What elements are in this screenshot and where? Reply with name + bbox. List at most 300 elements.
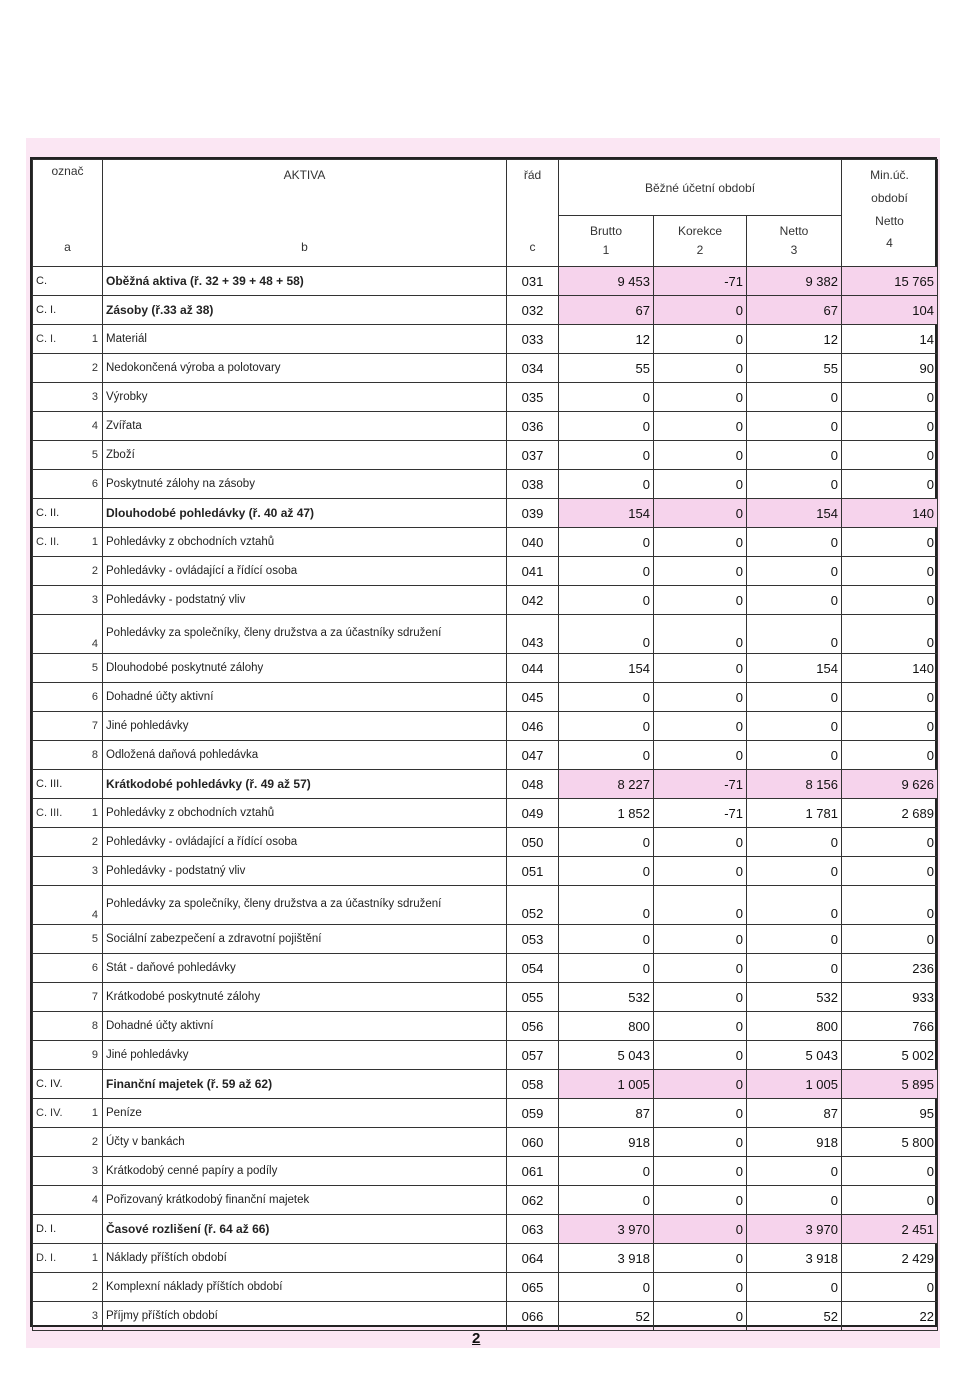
row-line-number: 038 <box>507 470 559 499</box>
row-brutto-value: 918 <box>559 1128 654 1157</box>
row-prev-netto-value: 0 <box>842 925 938 954</box>
row-prev-netto-value: 0 <box>842 383 938 412</box>
row-netto-value: 0 <box>747 470 842 499</box>
table-row <box>33 354 938 383</box>
row-korekce-value: 0 <box>654 828 747 857</box>
row-section-code: C. <box>33 267 73 296</box>
row-item-number: 8 <box>73 1012 103 1041</box>
row-section-code <box>33 983 73 1012</box>
row-label: Krátkodobé poskytnuté zálohy <box>103 983 507 1012</box>
korekce-label: Korekce <box>677 223 723 238</box>
row-prev-netto-value: 0 <box>842 712 938 741</box>
row-line-number: 031 <box>507 267 559 296</box>
table-row <box>33 1244 938 1273</box>
row-label: Dohadné účty aktivní <box>103 683 507 712</box>
row-korekce-value: 0 <box>654 1012 747 1041</box>
row-line-number: 039 <box>507 499 559 528</box>
table-row <box>33 1128 938 1157</box>
row-korekce-value: 0 <box>654 586 747 615</box>
row-netto-value: 0 <box>747 383 842 412</box>
row-line-number: 048 <box>507 770 559 799</box>
row-section-code <box>33 586 73 615</box>
row-prev-netto-value: 5 002 <box>842 1041 938 1070</box>
row-netto-value: 0 <box>747 683 842 712</box>
table-row <box>33 1070 938 1099</box>
row-item-number: 5 <box>73 441 103 470</box>
row-brutto-value: 0 <box>559 586 654 615</box>
row-brutto-value: 1 005 <box>559 1070 654 1099</box>
row-line-number: 040 <box>507 528 559 557</box>
row-prev-netto-value: 0 <box>842 586 938 615</box>
row-item-number: 4 <box>73 1186 103 1215</box>
row-section-code <box>33 1302 73 1331</box>
row-brutto-value: 154 <box>559 654 654 683</box>
table-row <box>33 412 938 441</box>
row-brutto-value: 0 <box>559 383 654 412</box>
row-brutto-value: 0 <box>559 1186 654 1215</box>
row-brutto-value: 0 <box>559 412 654 441</box>
table-row <box>33 886 938 925</box>
korekce-col-number: 2 <box>696 243 704 257</box>
row-netto-value: 0 <box>747 1157 842 1186</box>
row-brutto-value: 52 <box>559 1302 654 1331</box>
row-label: Pohledávky - ovládající a řídící osoba <box>103 557 507 586</box>
row-netto-value: 3 918 <box>747 1244 842 1273</box>
col-rad-letter: c <box>529 240 536 254</box>
row-label: Příjmy příštích období <box>103 1302 507 1331</box>
row-line-number: 047 <box>507 741 559 770</box>
row-item-number <box>73 267 103 296</box>
prev-netto-label: Netto <box>875 213 904 228</box>
row-netto-value: 52 <box>747 1302 842 1331</box>
row-prev-netto-value: 0 <box>842 1157 938 1186</box>
row-prev-netto-value: 0 <box>842 441 938 470</box>
table-row <box>33 470 938 499</box>
row-item-number: 3 <box>73 383 103 412</box>
row-netto-value: 67 <box>747 296 842 325</box>
row-korekce-value: 0 <box>654 1099 747 1128</box>
row-brutto-value: 0 <box>559 886 654 925</box>
row-netto-value: 55 <box>747 354 842 383</box>
row-netto-value: 0 <box>747 1273 842 1302</box>
table-row <box>33 654 938 683</box>
row-brutto-value: 0 <box>559 683 654 712</box>
row-line-number: 065 <box>507 1273 559 1302</box>
row-label: Dlouhodobé poskytnuté zálohy <box>103 654 507 683</box>
row-netto-value: 0 <box>747 586 842 615</box>
row-netto-value: 0 <box>747 615 842 654</box>
row-line-number: 062 <box>507 1186 559 1215</box>
table-row <box>33 1215 938 1244</box>
row-line-number: 053 <box>507 925 559 954</box>
row-korekce-value: 0 <box>654 1302 747 1331</box>
row-item-number: 8 <box>73 741 103 770</box>
row-item-number <box>73 770 103 799</box>
row-korekce-value: 0 <box>654 557 747 586</box>
row-prev-netto-value: 236 <box>842 954 938 983</box>
row-brutto-value: 154 <box>559 499 654 528</box>
row-line-number: 033 <box>507 325 559 354</box>
row-korekce-value: 0 <box>654 499 747 528</box>
row-prev-netto-value: 933 <box>842 983 938 1012</box>
row-prev-netto-value: 15 765 <box>842 267 938 296</box>
table-row <box>33 925 938 954</box>
row-label: Sociální zabezpečení a zdravotní pojištění <box>103 925 507 954</box>
row-prev-netto-value: 14 <box>842 325 938 354</box>
row-section-code: C. IV. <box>33 1099 73 1128</box>
netto-label: Netto <box>779 223 809 238</box>
row-brutto-value: 0 <box>559 712 654 741</box>
row-netto-value: 154 <box>747 499 842 528</box>
brutto-header <box>559 216 654 267</box>
row-line-number: 060 <box>507 1128 559 1157</box>
row-prev-netto-value: 0 <box>842 412 938 441</box>
row-brutto-value: 1 852 <box>559 799 654 828</box>
row-korekce-value: 0 <box>654 1128 747 1157</box>
table-row <box>33 586 938 615</box>
row-brutto-value: 67 <box>559 296 654 325</box>
row-line-number: 064 <box>507 1244 559 1273</box>
row-netto-value: 9 382 <box>747 267 842 296</box>
row-label: Materiál <box>103 325 507 354</box>
row-korekce-value: 0 <box>654 1215 747 1244</box>
row-label: Náklady příštích období <box>103 1244 507 1273</box>
row-line-number: 045 <box>507 683 559 712</box>
row-label: Pohledávky - podstatný vliv <box>103 857 507 886</box>
row-line-number: 056 <box>507 1012 559 1041</box>
row-brutto-value: 0 <box>559 925 654 954</box>
row-item-number: 2 <box>73 1128 103 1157</box>
row-brutto-value: 3 970 <box>559 1215 654 1244</box>
row-label: Peníze <box>103 1099 507 1128</box>
row-label: Dlouhodobé pohledávky (ř. 40 až 47) <box>103 499 507 528</box>
row-netto-value: 0 <box>747 954 842 983</box>
row-label: Pohledávky z obchodních vztahů <box>103 528 507 557</box>
row-korekce-value: 0 <box>654 528 747 557</box>
current-period-header: Běžné účetní období <box>559 160 842 216</box>
row-prev-netto-value: 2 429 <box>842 1244 938 1273</box>
row-label: Krátkodobý cenné papíry a podíly <box>103 1157 507 1186</box>
row-label: Jiné pohledávky <box>103 1041 507 1070</box>
row-prev-netto-value: 2 451 <box>842 1215 938 1244</box>
row-line-number: 042 <box>507 586 559 615</box>
row-brutto-value: 0 <box>559 1273 654 1302</box>
row-korekce-value: 0 <box>654 954 747 983</box>
row-netto-value: 0 <box>747 857 842 886</box>
row-korekce-value: 0 <box>654 712 747 741</box>
row-netto-value: 0 <box>747 741 842 770</box>
row-korekce-value: 0 <box>654 741 747 770</box>
row-prev-netto-value: 0 <box>842 828 938 857</box>
table-row <box>33 441 938 470</box>
row-brutto-value: 0 <box>559 828 654 857</box>
row-label: Zboží <box>103 441 507 470</box>
row-item-number: 3 <box>73 857 103 886</box>
row-netto-value: 12 <box>747 325 842 354</box>
row-line-number: 052 <box>507 886 559 925</box>
netto-header <box>747 216 842 267</box>
table-row <box>33 499 938 528</box>
row-label: Pohledávky - ovládající a řídící osoba <box>103 828 507 857</box>
row-brutto-value: 9 453 <box>559 267 654 296</box>
row-prev-netto-value: 9 626 <box>842 770 938 799</box>
row-korekce-value: 0 <box>654 470 747 499</box>
row-item-number: 1 <box>73 1099 103 1128</box>
row-item-number <box>73 1215 103 1244</box>
row-korekce-value: 0 <box>654 1157 747 1186</box>
row-line-number: 058 <box>507 1070 559 1099</box>
row-korekce-value: 0 <box>654 1186 747 1215</box>
row-item-number: 3 <box>73 1302 103 1331</box>
row-section-code <box>33 1186 73 1215</box>
row-netto-value: 154 <box>747 654 842 683</box>
row-netto-value: 0 <box>747 925 842 954</box>
row-korekce-value: 0 <box>654 383 747 412</box>
row-prev-netto-value: 90 <box>842 354 938 383</box>
row-netto-value: 532 <box>747 983 842 1012</box>
row-brutto-value: 0 <box>559 470 654 499</box>
row-label: Výrobky <box>103 383 507 412</box>
row-line-number: 032 <box>507 296 559 325</box>
row-label: Pořizovaný krátkodobý finanční majetek <box>103 1186 507 1215</box>
prev-col-number: 4 <box>886 236 893 251</box>
row-section-code <box>33 615 73 654</box>
row-brutto-value: 532 <box>559 983 654 1012</box>
row-section-code <box>33 925 73 954</box>
row-item-number: 1 <box>73 1244 103 1273</box>
row-line-number: 063 <box>507 1215 559 1244</box>
row-label: Nedokončená výroba a polotovary <box>103 354 507 383</box>
row-item-number: 6 <box>73 954 103 983</box>
row-prev-netto-value: 0 <box>842 1273 938 1302</box>
col-rad-header <box>507 160 559 267</box>
row-section-code: C. I. <box>33 325 73 354</box>
table-row <box>33 1302 938 1331</box>
table-row <box>33 1041 938 1070</box>
row-korekce-value: 0 <box>654 983 747 1012</box>
row-line-number: 044 <box>507 654 559 683</box>
row-brutto-value: 800 <box>559 1012 654 1041</box>
col-oznac-label: označ <box>51 164 84 178</box>
row-label: Oběžná aktiva (ř. 32 + 39 + 48 + 58) <box>103 267 507 296</box>
row-label: Pohledávky za společníky, členy družstva a za účastníky sdružení <box>103 615 507 654</box>
row-brutto-value: 0 <box>559 954 654 983</box>
row-line-number: 043 <box>507 615 559 654</box>
row-netto-value: 8 156 <box>747 770 842 799</box>
row-section-code <box>33 470 73 499</box>
row-prev-netto-value: 95 <box>842 1099 938 1128</box>
row-korekce-value: 0 <box>654 354 747 383</box>
row-label: Časové rozlišení (ř. 64 až 66) <box>103 1215 507 1244</box>
row-netto-value: 0 <box>747 412 842 441</box>
row-netto-value: 5 043 <box>747 1041 842 1070</box>
table-row <box>33 615 938 654</box>
table-row <box>33 1157 938 1186</box>
table-row <box>33 325 938 354</box>
table-row <box>33 528 938 557</box>
row-line-number: 061 <box>507 1157 559 1186</box>
row-korekce-value: -71 <box>654 267 747 296</box>
row-item-number: 1 <box>73 528 103 557</box>
table-row <box>33 383 938 412</box>
row-korekce-value: 0 <box>654 325 747 354</box>
row-netto-value: 87 <box>747 1099 842 1128</box>
row-section-code <box>33 1012 73 1041</box>
row-korekce-value: 0 <box>654 412 747 441</box>
row-item-number: 9 <box>73 1041 103 1070</box>
row-line-number: 066 <box>507 1302 559 1331</box>
row-section-code <box>33 441 73 470</box>
row-item-number: 3 <box>73 586 103 615</box>
row-korekce-value: 0 <box>654 683 747 712</box>
row-label: Finanční majetek (ř. 59 až 62) <box>103 1070 507 1099</box>
row-item-number: 1 <box>73 799 103 828</box>
row-section-code <box>33 741 73 770</box>
row-section-code <box>33 1041 73 1070</box>
page-number: 2 <box>472 1330 481 1347</box>
row-item-number <box>73 499 103 528</box>
col-rad-label: řád <box>523 168 542 182</box>
row-label: Zásoby (ř.33 až 38) <box>103 296 507 325</box>
table-row <box>33 770 938 799</box>
row-prev-netto-value: 766 <box>842 1012 938 1041</box>
table-row <box>33 296 938 325</box>
brutto-label: Brutto <box>589 223 622 238</box>
row-korekce-value: 0 <box>654 1273 747 1302</box>
row-prev-netto-value: 140 <box>842 499 938 528</box>
row-item-number: 4 <box>73 412 103 441</box>
row-netto-value: 1 005 <box>747 1070 842 1099</box>
row-korekce-value: -71 <box>654 799 747 828</box>
row-label: Pohledávky z obchodních vztahů <box>103 799 507 828</box>
row-netto-value: 800 <box>747 1012 842 1041</box>
row-item-number: 7 <box>73 983 103 1012</box>
row-prev-netto-value: 104 <box>842 296 938 325</box>
row-prev-netto-value: 2 689 <box>842 799 938 828</box>
row-item-number: 5 <box>73 654 103 683</box>
row-netto-value: 0 <box>747 712 842 741</box>
row-korekce-value: 0 <box>654 654 747 683</box>
row-section-code: D. I. <box>33 1244 73 1273</box>
prev-period-label: Min.úč. období <box>870 168 909 205</box>
table-row <box>33 828 938 857</box>
table-row <box>33 557 938 586</box>
row-prev-netto-value: 0 <box>842 857 938 886</box>
row-label: Jiné pohledávky <box>103 712 507 741</box>
row-korekce-value: 0 <box>654 857 747 886</box>
row-netto-value: 0 <box>747 1186 842 1215</box>
table-row <box>33 267 938 296</box>
table-row <box>33 1012 938 1041</box>
row-item-number: 1 <box>73 325 103 354</box>
row-korekce-value: 0 <box>654 615 747 654</box>
col-aktiva-header <box>103 160 507 267</box>
row-korekce-value: 0 <box>654 441 747 470</box>
row-netto-value: 0 <box>747 886 842 925</box>
table-row <box>33 1273 938 1302</box>
table-row <box>33 954 938 983</box>
row-prev-netto-value: 0 <box>842 615 938 654</box>
row-section-code <box>33 654 73 683</box>
row-label: Účty v bankách <box>103 1128 507 1157</box>
row-label: Krátkodobé pohledávky (ř. 49 až 57) <box>103 770 507 799</box>
row-line-number: 036 <box>507 412 559 441</box>
row-brutto-value: 87 <box>559 1099 654 1128</box>
table-row <box>33 799 938 828</box>
row-brutto-value: 0 <box>559 528 654 557</box>
row-section-code: C. II. <box>33 499 73 528</box>
table-row <box>33 983 938 1012</box>
row-section-code: C. II. <box>33 528 73 557</box>
row-label: Komplexní náklady příštích období <box>103 1273 507 1302</box>
row-item-number: 5 <box>73 925 103 954</box>
row-prev-netto-value: 0 <box>842 886 938 925</box>
col-oznac-header <box>33 160 103 267</box>
row-item-number: 2 <box>73 354 103 383</box>
row-prev-netto-value: 22 <box>842 1302 938 1331</box>
row-brutto-value: 0 <box>559 1157 654 1186</box>
row-brutto-value: 0 <box>559 441 654 470</box>
row-line-number: 059 <box>507 1099 559 1128</box>
row-netto-value: 0 <box>747 828 842 857</box>
col-aktiva-letter: b <box>301 240 308 254</box>
row-line-number: 050 <box>507 828 559 857</box>
col-aktiva-label: AKTIVA <box>283 168 326 182</box>
header-row-top <box>33 160 938 216</box>
row-section-code: C. IV. <box>33 1070 73 1099</box>
row-section-code <box>33 354 73 383</box>
table-row <box>33 1099 938 1128</box>
row-section-code <box>33 954 73 983</box>
korekce-header <box>654 216 747 267</box>
row-line-number: 054 <box>507 954 559 983</box>
table-row <box>33 712 938 741</box>
row-section-code <box>33 412 73 441</box>
row-korekce-value: 0 <box>654 1041 747 1070</box>
row-label: Pohledávky - podstatný vliv <box>103 586 507 615</box>
row-prev-netto-value: 0 <box>842 741 938 770</box>
row-prev-netto-value: 0 <box>842 470 938 499</box>
row-prev-netto-value: 140 <box>842 654 938 683</box>
row-line-number: 046 <box>507 712 559 741</box>
row-label: Stát - daňové pohledávky <box>103 954 507 983</box>
row-line-number: 055 <box>507 983 559 1012</box>
row-item-number: 2 <box>73 828 103 857</box>
row-item-number: 6 <box>73 683 103 712</box>
row-section-code <box>33 857 73 886</box>
row-label: Dohadné účty aktivní <box>103 1012 507 1041</box>
row-label: Odložená daňová pohledávka <box>103 741 507 770</box>
row-netto-value: 0 <box>747 528 842 557</box>
table-row <box>33 683 938 712</box>
row-section-code <box>33 557 73 586</box>
row-korekce-value: 0 <box>654 886 747 925</box>
row-brutto-value: 55 <box>559 354 654 383</box>
row-section-code: D. I. <box>33 1215 73 1244</box>
row-label: Pohledávky za společníky, členy družstva a za účastníky sdružení <box>103 886 507 925</box>
balance-sheet-assets <box>30 157 937 1327</box>
col-oznac-letter: a <box>64 240 71 254</box>
row-line-number: 041 <box>507 557 559 586</box>
row-prev-netto-value: 0 <box>842 528 938 557</box>
row-line-number: 051 <box>507 857 559 886</box>
row-prev-netto-value: 5 895 <box>842 1070 938 1099</box>
row-section-code <box>33 828 73 857</box>
row-item-number: 7 <box>73 712 103 741</box>
row-section-code <box>33 712 73 741</box>
row-korekce-value: 0 <box>654 1244 747 1273</box>
row-item-number <box>73 1070 103 1099</box>
